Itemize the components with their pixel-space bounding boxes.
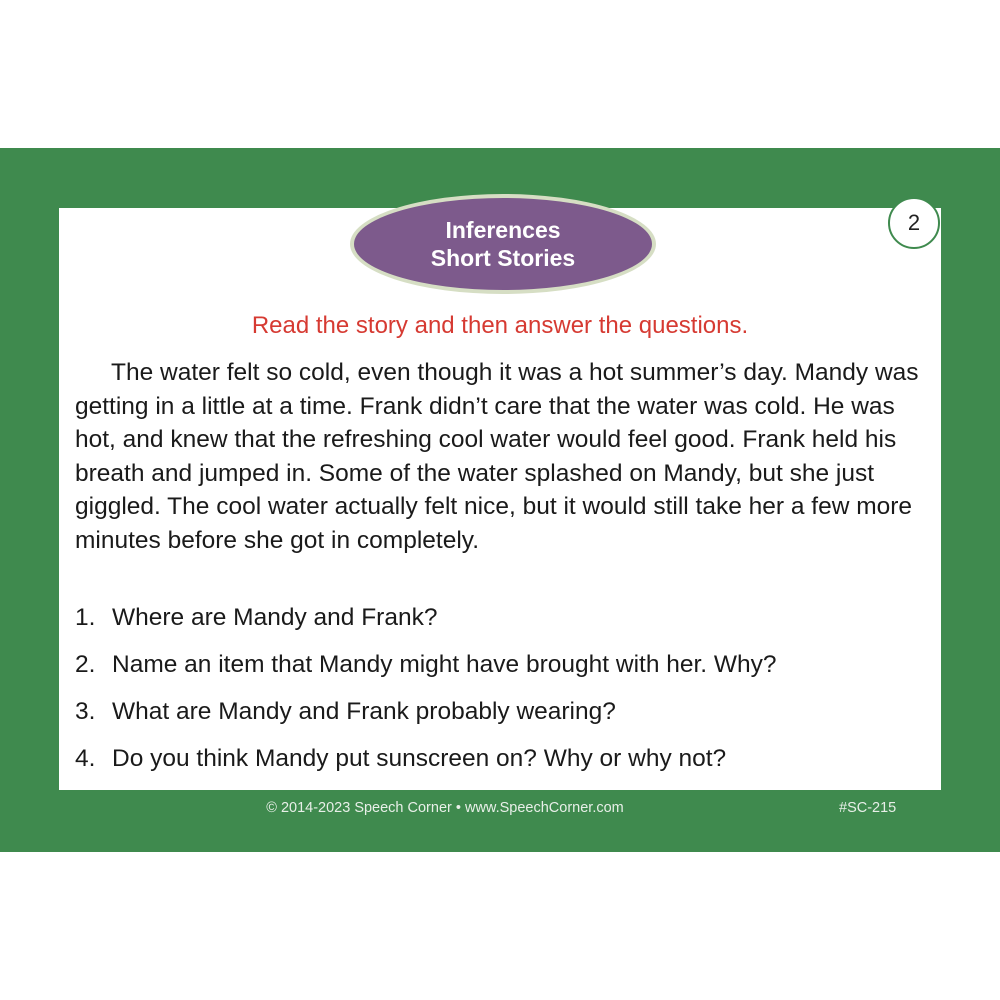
question-text: Where are Mandy and Frank? xyxy=(112,604,438,631)
question-number: 4. xyxy=(75,745,96,772)
story-card xyxy=(0,148,1000,852)
title-badge xyxy=(350,194,656,294)
question-number: 1. xyxy=(75,604,96,631)
story-paragraph: The water felt so cold, even though it was a hot summer’s day. Mandy was getting in a little at a time. Frank didn’t care that the water was cold. He was hot, and knew that the refreshing cool water would feel good. Frank held his breath and jumped in. Some of the water splashed on Mandy, but she just giggled. The cool water actually felt nice, but it would still take her a few more minutes before she got in completely. xyxy=(75,359,919,554)
question-list xyxy=(75,604,935,792)
product-code: #SC-215 xyxy=(839,800,897,816)
question-text: Do you think Mandy put sunscreen on? Why or why not? xyxy=(112,745,727,772)
question-text: What are Mandy and Frank probably wearing? xyxy=(112,698,616,725)
question-item xyxy=(75,698,935,745)
question-item xyxy=(75,651,935,698)
copyright-text: © 2014-2023 Speech Corner • www.SpeechCorner.com xyxy=(266,800,624,816)
title-line-2: Short Stories xyxy=(430,245,576,271)
question-number: 2. xyxy=(75,651,96,678)
question-text: Name an item that Mandy might have brought with her. Why? xyxy=(112,651,777,678)
question-item xyxy=(75,745,935,792)
title-line-1: Inferences xyxy=(445,217,561,243)
instruction-text: Read the story and then answer the questions. xyxy=(251,312,749,339)
question-number: 3. xyxy=(75,698,96,725)
card-content xyxy=(59,208,941,790)
card-number-badge: 2 xyxy=(888,197,940,249)
question-item xyxy=(75,604,935,651)
card-footer xyxy=(0,800,1000,824)
